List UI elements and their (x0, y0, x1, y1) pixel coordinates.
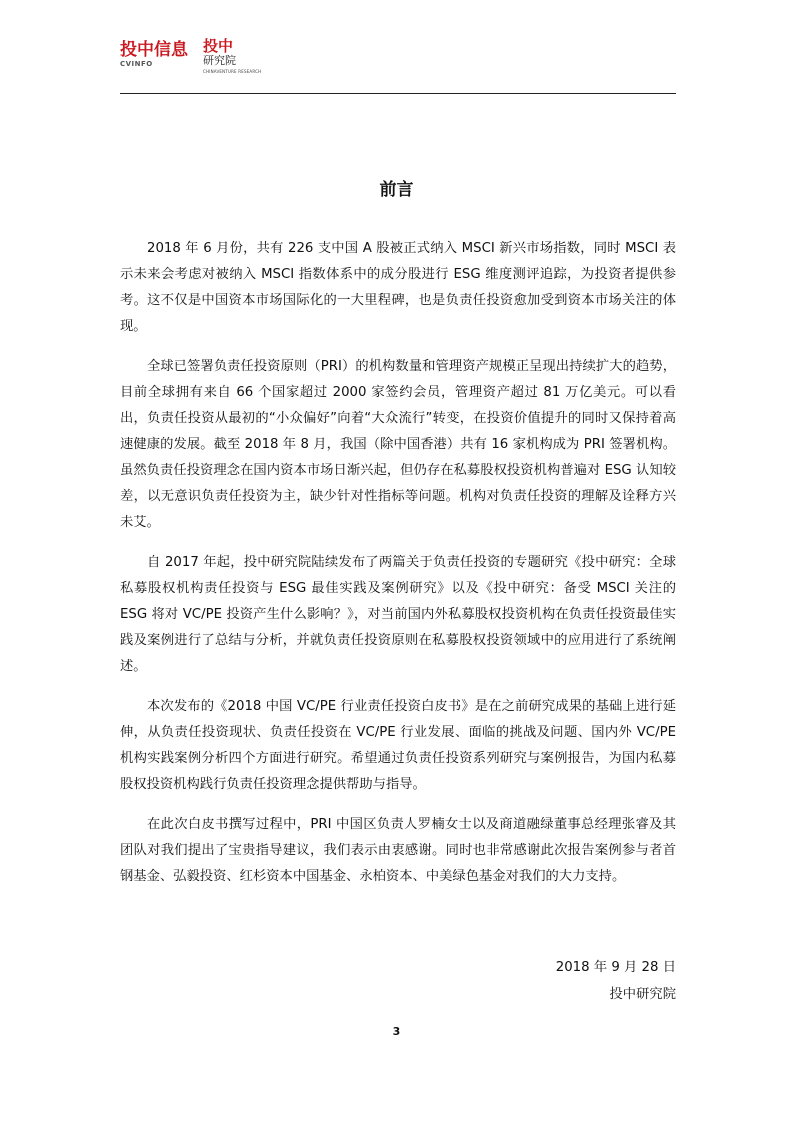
paragraph: 自 2017 年起，投中研究院陆续发布了两篇关于负责任投资的专题研究《投中研究：全球私募股权机构责任投资与 ESG 最佳实践及案例研究》以及《投中研究：备受 MSCI 关注的 ESG 将对 VC/PE 投资产生什么影响？》，对当前国内外私募股权投资机构在负责任投资最佳实践及案例进行了总结与分析，并就负责任投资原则在私募股权投资领域中的应用进行了系统阐述。 (120, 555, 676, 674)
logo-main-english: CVINFO (120, 60, 153, 68)
research-institute-logo (203, 36, 262, 76)
paragraph: 在此次白皮书撰写过程中，PRI 中国区负责人罗楠女士以及商道融绿董事总经理张睿及其团队对我们提出了宝贵指导建议，我们表示由衷感谢。同时也非常感谢此次报告案例参与者首钢基金、弘毅投资、红杉资本中国基金、永柏资本、中美绿色基金对我们的大力支持。 (120, 817, 676, 884)
page-header (120, 36, 676, 94)
logo-main-text: 投中信息 (120, 40, 188, 60)
signature-date: 2018 年 9 月 28 日 (555, 960, 676, 975)
page-title: 前言 (379, 180, 414, 200)
logo-secondary-english: CHINAVENTURE RESEARCH (203, 69, 262, 74)
header-divider (120, 93, 676, 94)
page-number: 3 (392, 1025, 401, 1038)
logo-secondary-line1: 投中 (203, 37, 234, 55)
logo-secondary-line2: 研究院 (203, 54, 236, 67)
paragraph: 2018 年 6 月份，共有 226 支中国 A 股被正式纳入 MSCI 新兴市场指数，同时 MSCI 表示未来会考虑对被纳入 MSCI 指数体系中的成分股进行 ESG 维度测评追踪，为投资者提供参考。这不仅是中国资本市场国际化的一大里程碑，也是负责任投资愈加受到资本市场关注的体现。 (120, 241, 676, 334)
preface-body (120, 236, 676, 904)
cvinfo-logo (120, 40, 194, 74)
paragraph: 全球已签署负责任投资原则（PRI）的机构数量和管理资产规模正呈现出持续扩大的趋势，目前全球拥有来自 66 个国家超过 2000 家签约会员，管理资产超过 81 万亿美元。可以看出，负责任投资从最初的“小众偏好”向着“大众流行”转变，在投资价值提升的同时又保持着高速健康的发展。截至 2018 年 8 月，我国（除中国香港）共有 16 家机构成为 PRI 签署机构。虽然负责任投资理念在国内资本市场日渐兴起，但仍存在私募股权投资机构普遍对 ESG 认知较差，以无意识负责任投资为主，缺少针对性指标等问题。机构对负责任投资的理解及诠释方兴未艾。 (120, 359, 676, 530)
signature-organization: 投中研究院 (609, 987, 676, 1002)
paragraph: 本次发布的《2018 中国 VC/PE 行业责任投资白皮书》是在之前研究成果的基础上进行延伸，从负责任投资现状、负责任投资在 VC/PE 行业发展、面临的挑战及问题、国内外 VC/PE 机构实践案例分析四个方面进行研究。希望通过负责任投资系列研究与案例报告，为国内私募股权投资机构践行负责任投资理念提供帮助与指导。 (120, 699, 676, 792)
